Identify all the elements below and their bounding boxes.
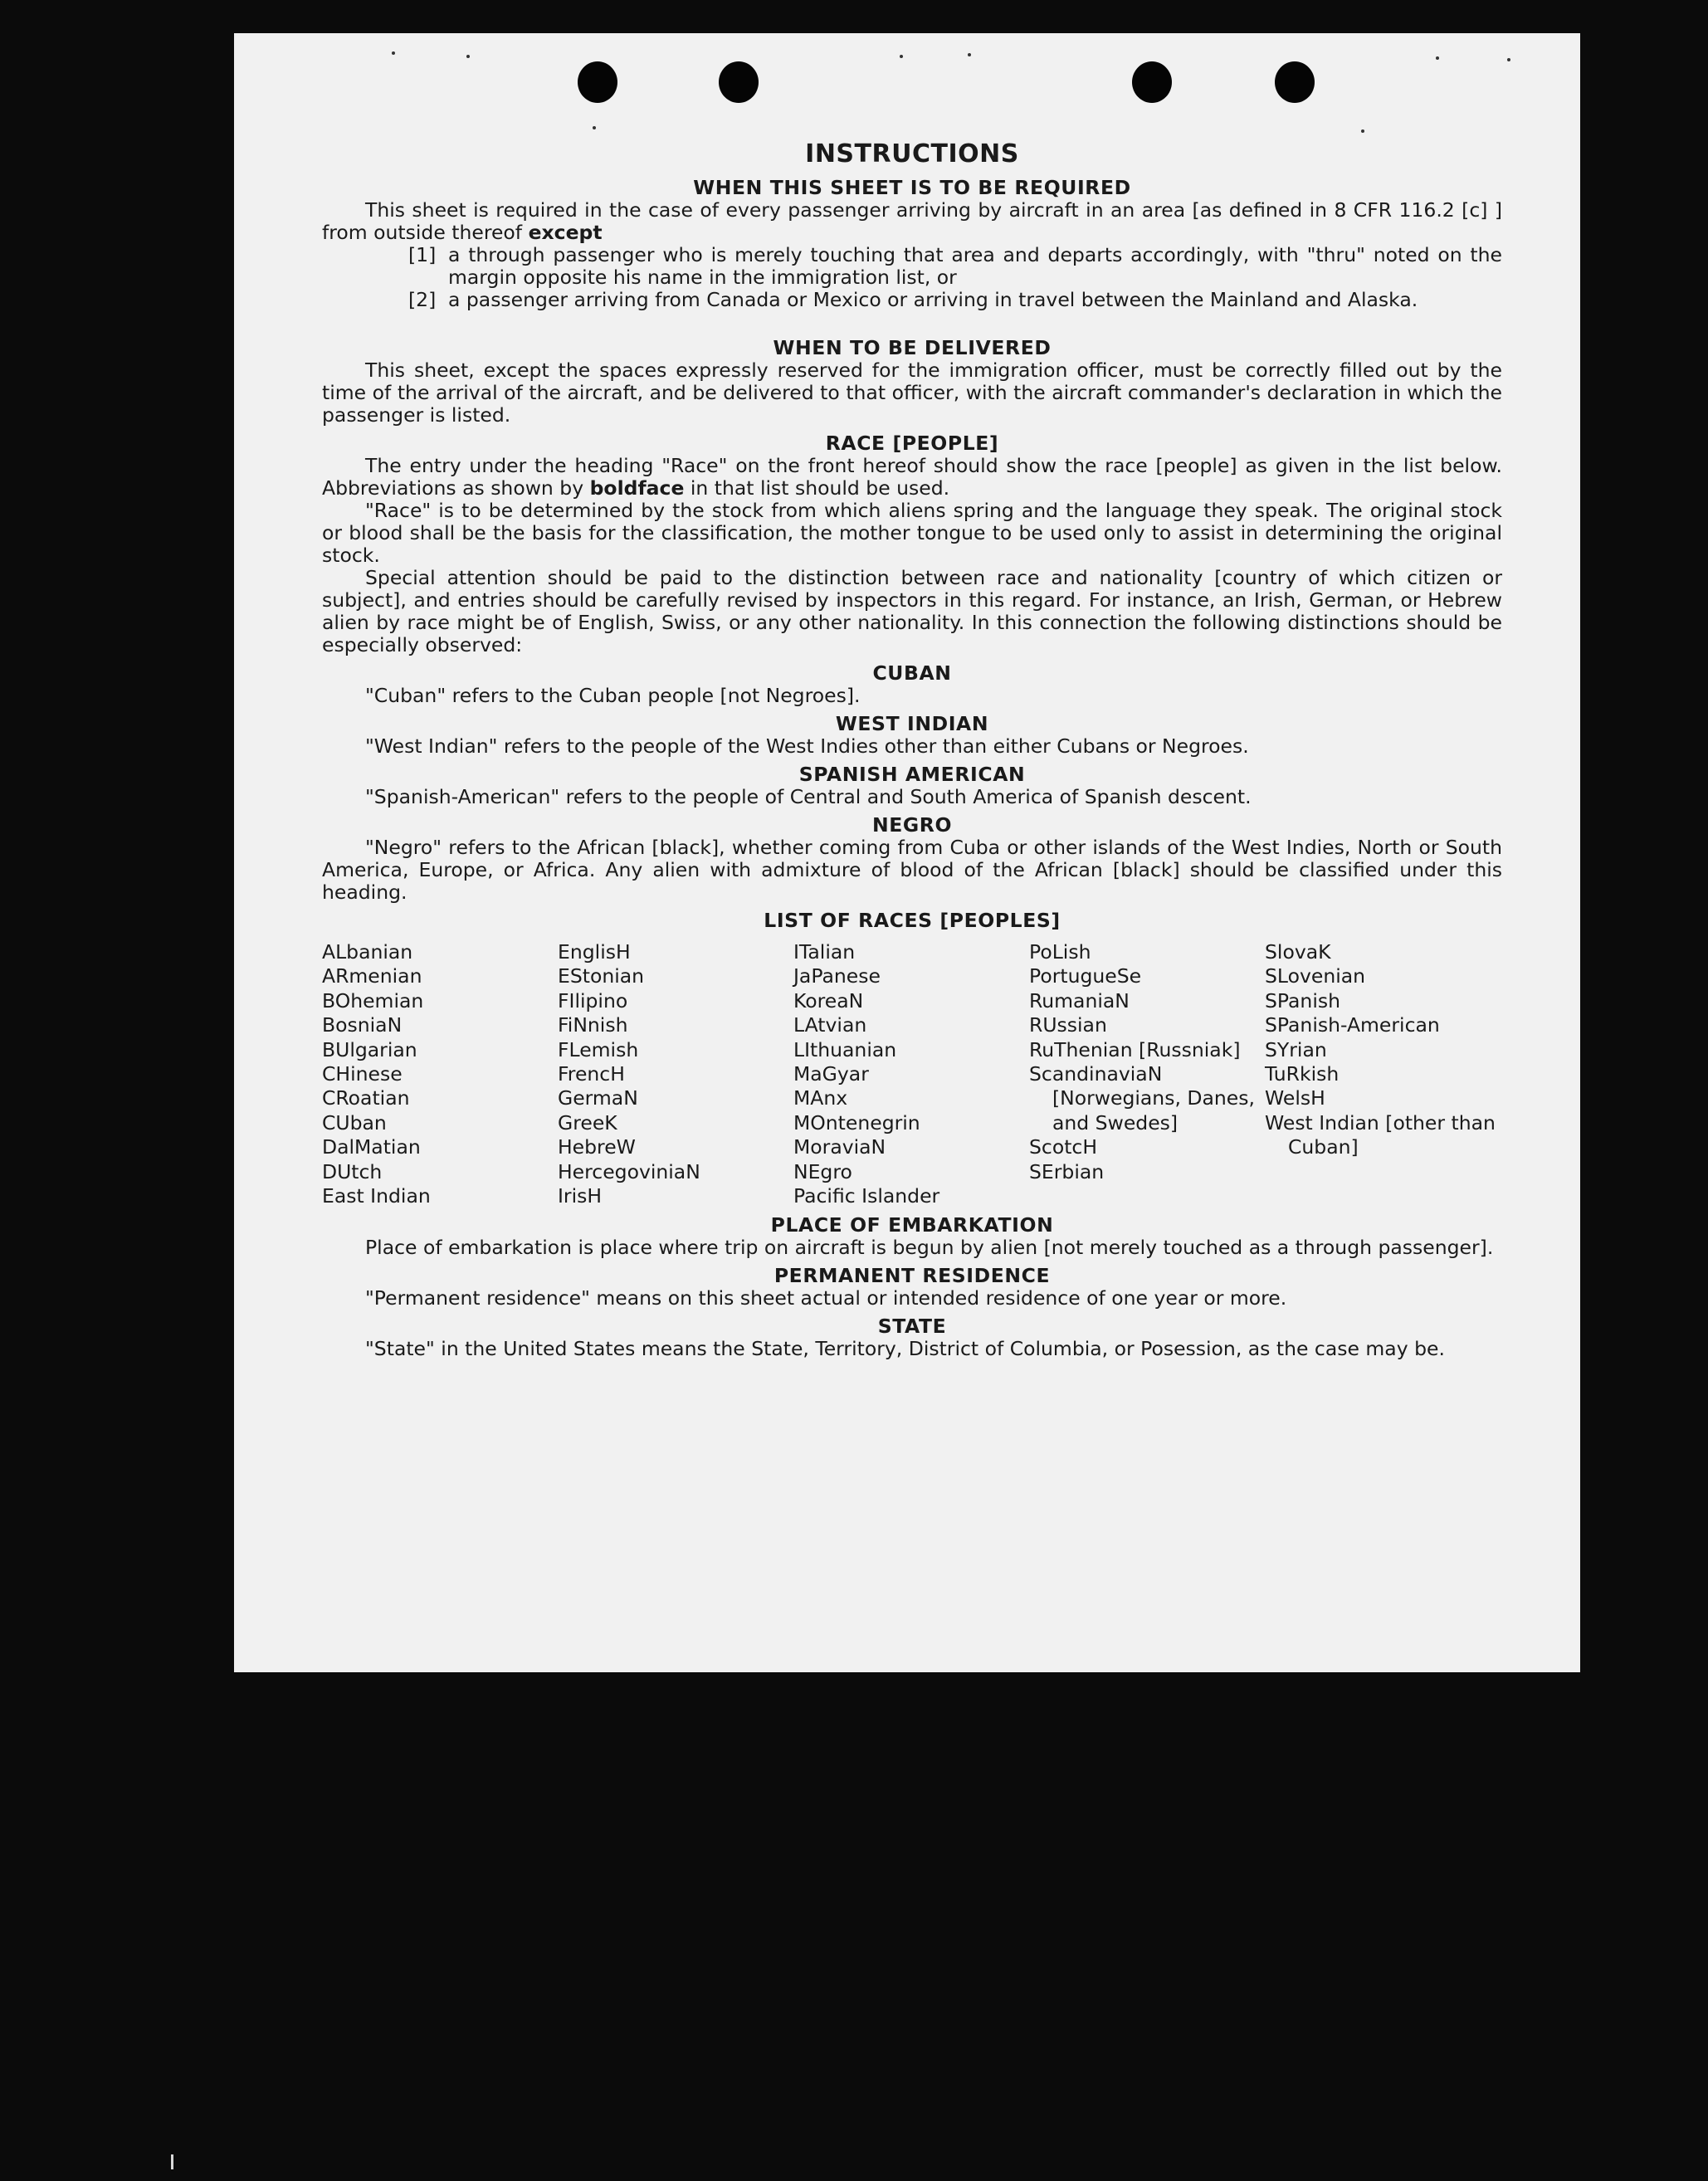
west-indian-text: "West Indian" refers to the people of the West Indies other than either Cubans or Negroes. [365, 734, 1249, 758]
race-item: CUban [322, 1110, 387, 1134]
race-item: NEgro [793, 1159, 852, 1183]
race-paragraph-3: Special attention should be paid to the distinction between race and nationality [country of which citizen or subject], and entries should be carefully revised by inspectors in this regard. For instance, an Irish, German, or Hebrew alien by race might be of English, Swiss, or any other nationality. In this connection the following distinctions should be especially observed: [322, 566, 1502, 656]
race-item: WelsH [1265, 1086, 1325, 1110]
race-item: GreeK [558, 1110, 617, 1134]
race-column [1029, 940, 1265, 1208]
punch-hole [719, 61, 759, 103]
race-item: SErbian [1029, 1159, 1105, 1183]
speck [1507, 58, 1510, 61]
race-item: FLemish [558, 1037, 639, 1061]
race-column [793, 940, 1029, 1208]
speck [900, 55, 903, 58]
exception-item: [2] a passenger arriving from Canada or Mexico or arriving in travel between the Mainland and Alaska. [408, 288, 1418, 311]
race-item: FIlipino [558, 988, 628, 1012]
race-item: MoraviaN [793, 1135, 886, 1159]
race-item: HercegoviniaN [558, 1159, 700, 1183]
race-item: PoLish [1029, 940, 1091, 964]
race-item: CRoatian [322, 1086, 410, 1110]
punch-hole [578, 61, 617, 103]
race-item: ALbanian [322, 940, 413, 964]
race-item: KoreaN [793, 988, 864, 1012]
scan-edge-mark [171, 2154, 173, 2169]
race-item: BUlgarian [322, 1037, 417, 1061]
speck [1436, 56, 1439, 60]
race-item: BosniaN [322, 1013, 403, 1037]
race-item: DUtch [322, 1159, 383, 1183]
race-item: Pacific Islander [793, 1184, 940, 1208]
section-title-races: LIST OF RACES [PEOPLES] [764, 909, 1061, 932]
race-item: MaGyar [793, 1062, 869, 1086]
section-title-negro: NEGRO [871, 813, 953, 837]
race-list [322, 940, 1502, 1208]
race-column [322, 940, 558, 1208]
race-item: ScotcH [1029, 1135, 1098, 1159]
section-title-race: RACE [PEOPLE] [825, 432, 999, 455]
race-item: ScandinaviaN [Norwegians, Danes, and Swedes] [1029, 1062, 1255, 1134]
race-item: East Indian [322, 1184, 431, 1208]
residence-text: "Permanent residence" means on this sheet actual or intended residence of one year or more. [365, 1286, 1287, 1310]
race-item: ITalian [793, 940, 856, 964]
speck [466, 55, 470, 58]
punch-hole [1275, 61, 1315, 103]
race-item: CHinese [322, 1062, 403, 1086]
race-item: GermaN [558, 1086, 638, 1110]
race-item: IrisH [558, 1184, 603, 1208]
speck [392, 51, 395, 55]
race-item: SPanish [1265, 988, 1340, 1012]
delivered-text: This sheet, except the spaces expressly reserved for the immigration officer, must be correctly filled out by the time of the arrival of the aircraft, and be delivered to that officer, with the aircraft commander's declaration in which the passenger is listed. [322, 359, 1502, 427]
speck [593, 126, 596, 129]
negro-text: "Negro" refers to the African [black], whether coming from Cuba or other islands of the West Indies, North or South America, Europe, or Africa. Any alien with admixture of blood of the African [black] should be classified under this heading. [322, 836, 1502, 904]
section-title-spanish-american: SPANISH AMERICAN [798, 763, 1026, 786]
race-paragraph-1: The entry under the heading "Race" on the front hereof should show the race [people] as given in the list below. Abbreviations as shown by boldface in that list should be used. [322, 454, 1502, 500]
race-item: RuThenian [Russniak] [1029, 1037, 1241, 1061]
page-title: INSTRUCTIONS [805, 139, 1019, 168]
race-item: SlovaK [1265, 940, 1331, 964]
race-item: DalMatian [322, 1135, 421, 1159]
race-item: RumaniaN [1029, 988, 1130, 1012]
speck [1361, 129, 1364, 133]
race-item: MAnx [793, 1086, 848, 1110]
race-item: SYrian [1265, 1037, 1327, 1061]
instruction-sheet [234, 33, 1580, 1672]
race-item: JaPanese [793, 964, 881, 988]
race-item: FrencH [558, 1062, 625, 1086]
section-title-required: WHEN THIS SHEET IS TO BE REQUIRED [693, 176, 1131, 199]
speck [968, 53, 971, 56]
required-intro: This sheet is required in the case of every passenger arriving by aircraft in an area [as defined in 8 CFR 116.2 [c] ] from outside thereof except [322, 198, 1502, 244]
race-item: EnglisH [558, 940, 631, 964]
punch-hole [1132, 61, 1172, 103]
section-title-west-indian: WEST INDIAN [835, 712, 989, 735]
state-text: "State" in the United States means the State, Territory, District of Columbia, or Posession, as the case may be. [365, 1337, 1445, 1361]
race-item: West Indian [other than Cuban] [1265, 1110, 1496, 1159]
race-item: EStonian [558, 964, 645, 988]
race-item: FiNnish [558, 1013, 628, 1037]
race-item: TuRkish [1265, 1062, 1340, 1086]
race-item: RUssian [1029, 1013, 1107, 1037]
cuban-text: "Cuban" refers to the Cuban people [not Negroes]. [365, 684, 861, 707]
race-item: ARmenian [322, 964, 422, 988]
race-item: BOhemian [322, 988, 424, 1012]
embarkation-text: Place of embarkation is place where trip on aircraft is begun by alien [not merely touched as a through passenger]. [365, 1236, 1494, 1260]
race-item: LIthuanian [793, 1037, 897, 1061]
race-item: MOntenegrin [793, 1110, 920, 1134]
section-title-embarkation: PLACE OF EMBARKATION [770, 1213, 1054, 1237]
section-title-state: STATE [877, 1315, 947, 1339]
race-column [1265, 940, 1502, 1208]
race-item: PortugueSe [1029, 964, 1142, 988]
race-item: HebreW [558, 1135, 636, 1159]
race-paragraph-2: "Race" is to be determined by the stock from which aliens spring and the language they speak. The original stock or blood shall be the basis for the classification, the mother tongue to be used only to assist in determining the original stock. [322, 499, 1502, 567]
exception-item: [1] a through passenger who is merely touching that area and departs accordingly, with "thru" noted on the margin opposite his name in the immigration list, or [408, 243, 1502, 289]
race-item: LAtvian [793, 1013, 867, 1037]
section-title-delivered: WHEN TO BE DELIVERED [773, 336, 1052, 359]
spanish-american-text: "Spanish-American" refers to the people of Central and South America of Spanish descent. [365, 785, 1252, 808]
instructions-content [322, 139, 1502, 1360]
section-title-residence: PERMANENT RESIDENCE [773, 1264, 1051, 1288]
race-item: SLovenian [1265, 964, 1366, 988]
race-column [558, 940, 793, 1208]
race-item: SPanish-American [1265, 1013, 1440, 1037]
exception-list [408, 244, 1502, 311]
section-title-cuban: CUBAN [872, 661, 952, 685]
